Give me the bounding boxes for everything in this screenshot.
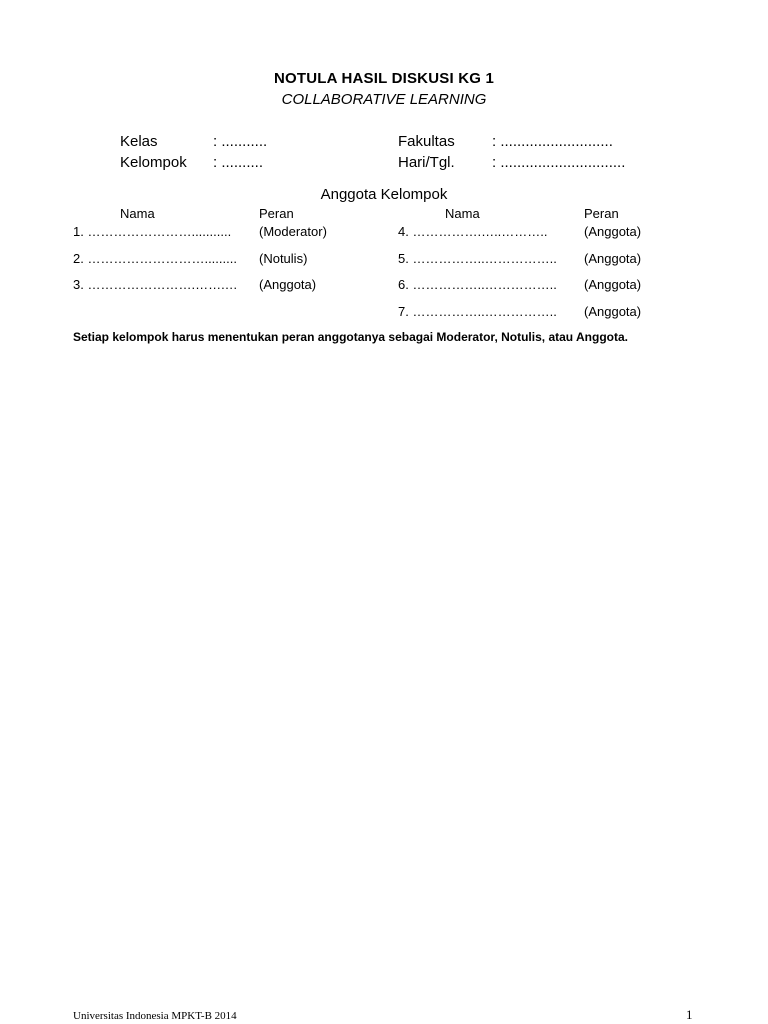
fakultas-value: : ...........................	[492, 133, 613, 150]
member-1-name: 1. ……………………...........	[73, 224, 232, 239]
hari-tgl-label: Hari/Tgl.	[398, 154, 455, 171]
kelompok-label: Kelompok	[120, 154, 187, 171]
page-title: NOTULA HASIL DISKUSI KG 1	[273, 70, 495, 87]
member-4-name: 4. …………….…..………..	[398, 224, 548, 239]
col-peran-left: Peran	[259, 206, 294, 221]
member-1-role: (Moderator)	[259, 224, 327, 239]
footer-text: Universitas Indonesia MPKT-B 2014	[73, 1010, 237, 1022]
kelompok-value: : ..........	[213, 154, 264, 171]
member-2-role: (Notulis)	[259, 251, 308, 266]
kelas-label: Kelas	[120, 133, 158, 150]
col-peran-right: Peran	[584, 206, 619, 221]
member-6-name: 6. ……………..……………..	[398, 277, 557, 292]
member-7-name: 7. ……………..……………..	[398, 304, 557, 319]
member-5-role: (Anggota)	[584, 251, 642, 266]
member-6-role: (Anggota)	[584, 277, 642, 292]
member-3-role: (Anggota)	[259, 277, 317, 292]
page-number: 1	[686, 1007, 693, 1022]
member-2-name: 2. ……………………….........	[73, 251, 237, 266]
member-3-name: 3. …………………….…….…	[73, 277, 238, 292]
kelas-value: : ...........	[213, 133, 268, 150]
col-nama-right: Nama	[445, 206, 480, 221]
member-7-role: (Anggota)	[584, 304, 642, 319]
col-nama-left: Nama	[120, 206, 155, 221]
members-heading: Anggota Kelompok	[320, 186, 448, 203]
fakultas-label: Fakultas	[398, 133, 455, 150]
member-4-role: (Anggota)	[584, 224, 642, 239]
hari-tgl-value: : ..............................	[492, 154, 626, 171]
member-5-name: 5. ……………..……………..	[398, 251, 557, 266]
page-subtitle: COLLABORATIVE LEARNING	[281, 91, 487, 108]
instruction-note: Setiap kelompok harus menentukan peran anggotanya sebagai Moderator, Notulis, atau Anggota.	[73, 330, 628, 344]
